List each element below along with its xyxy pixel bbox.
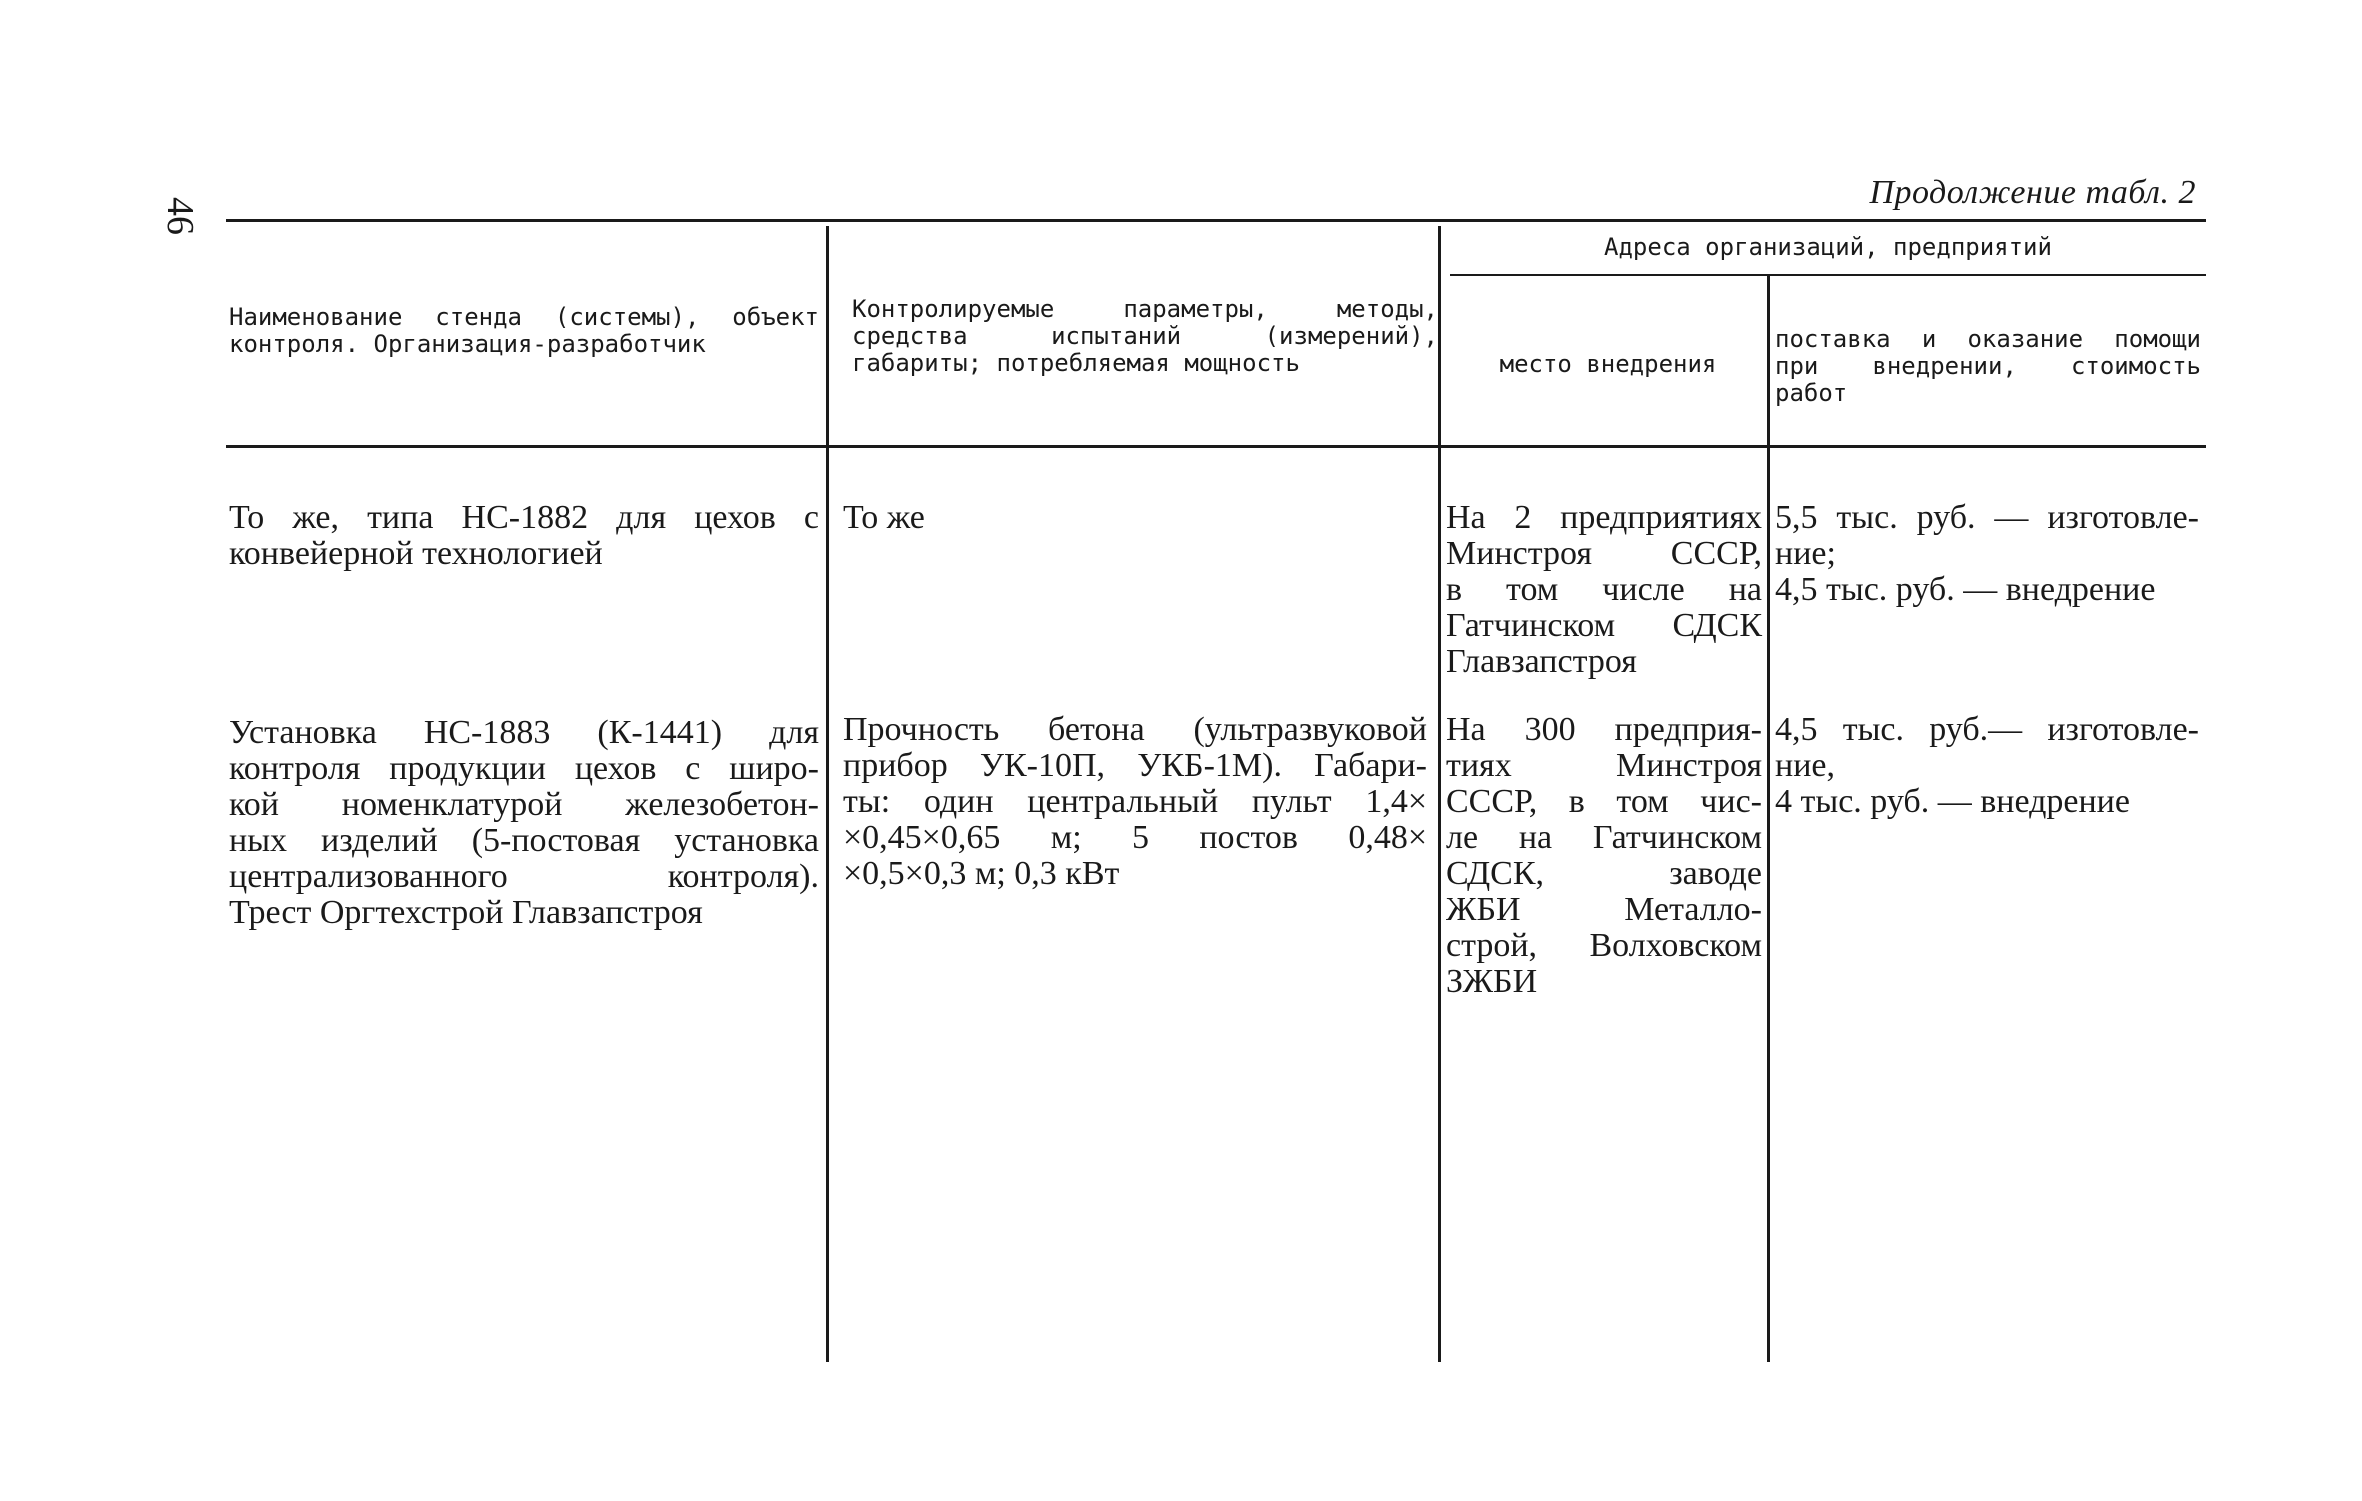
- cell-line: конвейерной технологией: [229, 535, 603, 572]
- row-1-name: [229, 500, 819, 572]
- cell-line: в том числе на: [1446, 571, 1762, 608]
- table-continuation-caption: Продолжение табл. 2: [1869, 174, 2196, 211]
- cell-line: 4,5 тыс. руб.— изготовле-: [1775, 711, 2199, 748]
- row-2-implementation-place: [1446, 712, 1762, 1000]
- row-1-parameters: [843, 500, 1427, 536]
- cell-line: ЗЖБИ: [1446, 963, 1538, 1000]
- cell-line: 4,5 тыс. руб. — внедрение: [1775, 571, 2156, 608]
- cell-line: Трест Оргтехстрой Главзапстроя: [229, 894, 703, 931]
- cell-line: ние,: [1775, 747, 1835, 784]
- cell-line: централизованного контроля).: [229, 858, 819, 895]
- cell-line: ЖБИ Металло-: [1446, 891, 1762, 928]
- cell-line: Минстроя СССР,: [1446, 535, 1762, 572]
- cell-line: ле на Гатчинском: [1446, 819, 1762, 856]
- column-divider-1: [826, 226, 829, 1362]
- row-2-name: [229, 715, 819, 931]
- header-bottom-rule: [226, 445, 2206, 448]
- group-header-rule: [1450, 274, 2206, 276]
- row-2-supply-cost: [1775, 712, 2199, 820]
- cell-line: СССР, в том чис-: [1446, 783, 1762, 820]
- column-divider-2: [1438, 226, 1441, 1362]
- cell-line: контроля продукции цехов с широ-: [229, 750, 819, 787]
- cell-line: То же: [843, 499, 925, 536]
- header-supply-cost: поставка и оказание помощи при внедрении, стоимость работ: [1775, 325, 2201, 407]
- row-1-supply-cost: [1775, 500, 2199, 608]
- cell-line: ×0,5×0,3 м; 0,3 кВт: [843, 855, 1120, 892]
- cell-line: На 2 предприятиях: [1446, 499, 1762, 536]
- row-1-implementation-place: [1446, 500, 1762, 680]
- cell-line: Главзапстроя: [1446, 643, 1637, 680]
- cell-line: На 300 предприя-: [1446, 711, 1762, 748]
- header-addresses-group: Адреса организаций, предприятий: [1604, 233, 2052, 261]
- row-2-parameters: [843, 712, 1427, 892]
- cell-line: СДСК, заводе: [1446, 855, 1762, 892]
- cell-line: ×0,45×0,65 м; 5 постов 0,48×: [843, 819, 1427, 856]
- cell-line: тиях Минстроя: [1446, 747, 1762, 784]
- cell-line: Прочность бетона (ультразвуковой: [843, 711, 1427, 748]
- cell-line: кой номенклатурой железобетон-: [229, 786, 819, 823]
- column-divider-3: [1767, 276, 1770, 1362]
- header-name-column: Наименование стенда (системы), объект контроля. Организация-разработчик: [229, 303, 819, 358]
- page-number: 46: [159, 197, 201, 235]
- cell-line: ных изделий (5-постовая установка: [229, 822, 819, 859]
- cell-line: строй, Волховском: [1446, 927, 1762, 964]
- cell-line: То же, типа НС-1882 для цехов с: [229, 499, 819, 536]
- cell-line: Установка НС-1883 (К-1441) для: [229, 714, 819, 751]
- header-implementation-place: место внедрения: [1499, 350, 1717, 378]
- table-top-rule: [226, 219, 2206, 222]
- cell-line: 4 тыс. руб. — внедрение: [1775, 783, 2130, 820]
- cell-line: прибор УК-10П, УКБ-1М). Габари-: [843, 747, 1427, 784]
- header-parameters-column: Контролируемые параметры, методы, средства испытаний (измерений), габариты; потребляемая мощность: [852, 295, 1438, 377]
- cell-line: Гатчинском СДСК: [1446, 607, 1762, 644]
- cell-line: ние;: [1775, 535, 1836, 572]
- cell-line: 5,5 тыс. руб. — изготовле-: [1775, 499, 2199, 536]
- cell-line: ты: один центральный пульт 1,4×: [843, 783, 1427, 820]
